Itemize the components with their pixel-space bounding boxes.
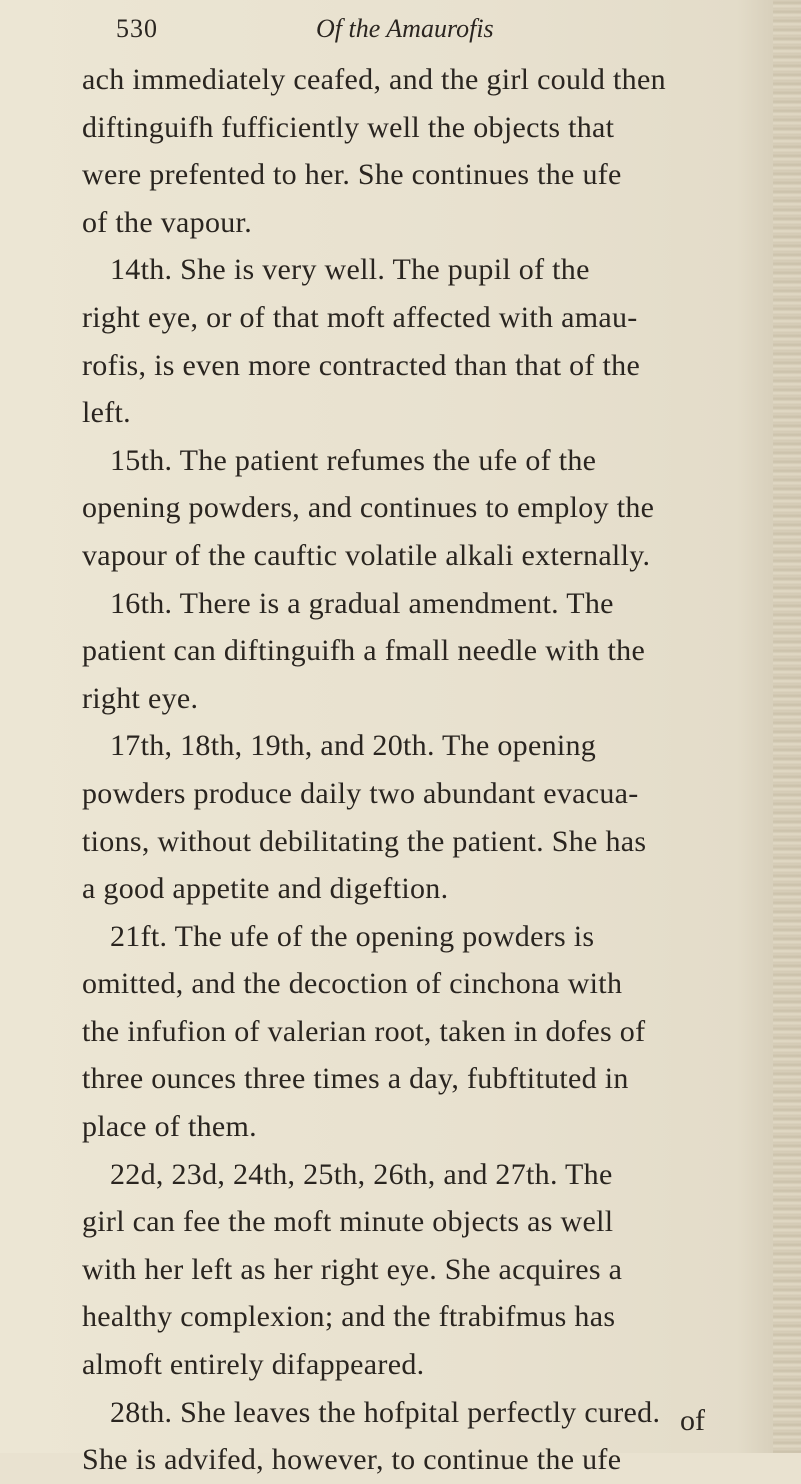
text-line: ach immediately ceafed, and the girl could then bbox=[82, 63, 666, 96]
text-line: 16th. There is a gradual amendment. The bbox=[110, 586, 614, 620]
text-line: opening powders, and continues to employ the bbox=[82, 491, 655, 525]
text-line: girl can fee the moft minute objects as well bbox=[82, 1205, 614, 1239]
text-line: 14th. She is very well. The pupil of the bbox=[110, 253, 590, 287]
text-line: left. bbox=[82, 396, 131, 430]
text-line: diftinguifh fufficiently well the objects that bbox=[82, 110, 615, 144]
text-line: 21ft. The ufe of the opening powders is bbox=[110, 919, 595, 953]
text-line: vapour of the cauftic volatile alkali externally. bbox=[82, 538, 651, 572]
page-number: 530 bbox=[116, 14, 158, 43]
page-header bbox=[116, 14, 676, 54]
text-line: 28th. She leaves the hofpital perfectly cured. bbox=[110, 1395, 661, 1429]
text-line: were prefented to her. She continues the ufe bbox=[82, 158, 622, 192]
text-line: place of them. bbox=[82, 1110, 257, 1144]
text-line: the infufion of valerian root, taken in dofes of bbox=[82, 1014, 646, 1048]
text-line: She is advifed, however, to continue the ufe bbox=[82, 1443, 622, 1477]
text-line: three ounces three times a day, fubftituted in bbox=[82, 1062, 629, 1096]
text-line: healthy complexion; and the ftrabifmus has bbox=[82, 1300, 616, 1334]
running-head: Of the Amaurofis bbox=[316, 14, 494, 43]
text-line: patient can diftinguifh a fmall needle with the bbox=[82, 634, 646, 668]
text-line: powders produce daily two abundant evacua- bbox=[82, 776, 639, 810]
text-line: tions, without debilitating the patient. She has bbox=[82, 824, 647, 858]
text-line: 17th, 18th, 19th, and 20th. The opening bbox=[110, 729, 597, 763]
page-edge bbox=[773, 0, 801, 1453]
text-line: right eye, or of that moft affected with amau- bbox=[82, 300, 638, 334]
text-line: almoft entirely difappeared. bbox=[82, 1348, 425, 1382]
text-line: with her left as her right eye. She acquires a bbox=[82, 1252, 623, 1286]
text-line: right eye. bbox=[82, 681, 199, 715]
text-line: omitted, and the decoction of cinchona with bbox=[82, 967, 623, 1001]
text-line: rofis, is even more contracted than that of the bbox=[82, 348, 641, 382]
text-line: 15th. The patient refumes the ufe of the bbox=[110, 443, 597, 477]
text-line: 22d, 23d, 24th, 25th, 26th, and 27th. The bbox=[110, 1157, 613, 1191]
body-text bbox=[82, 56, 776, 1484]
text-line: a good appetite and digeftion. bbox=[82, 872, 449, 906]
catchword: of bbox=[680, 1404, 705, 1437]
text-line: of the vapour. bbox=[82, 205, 252, 239]
